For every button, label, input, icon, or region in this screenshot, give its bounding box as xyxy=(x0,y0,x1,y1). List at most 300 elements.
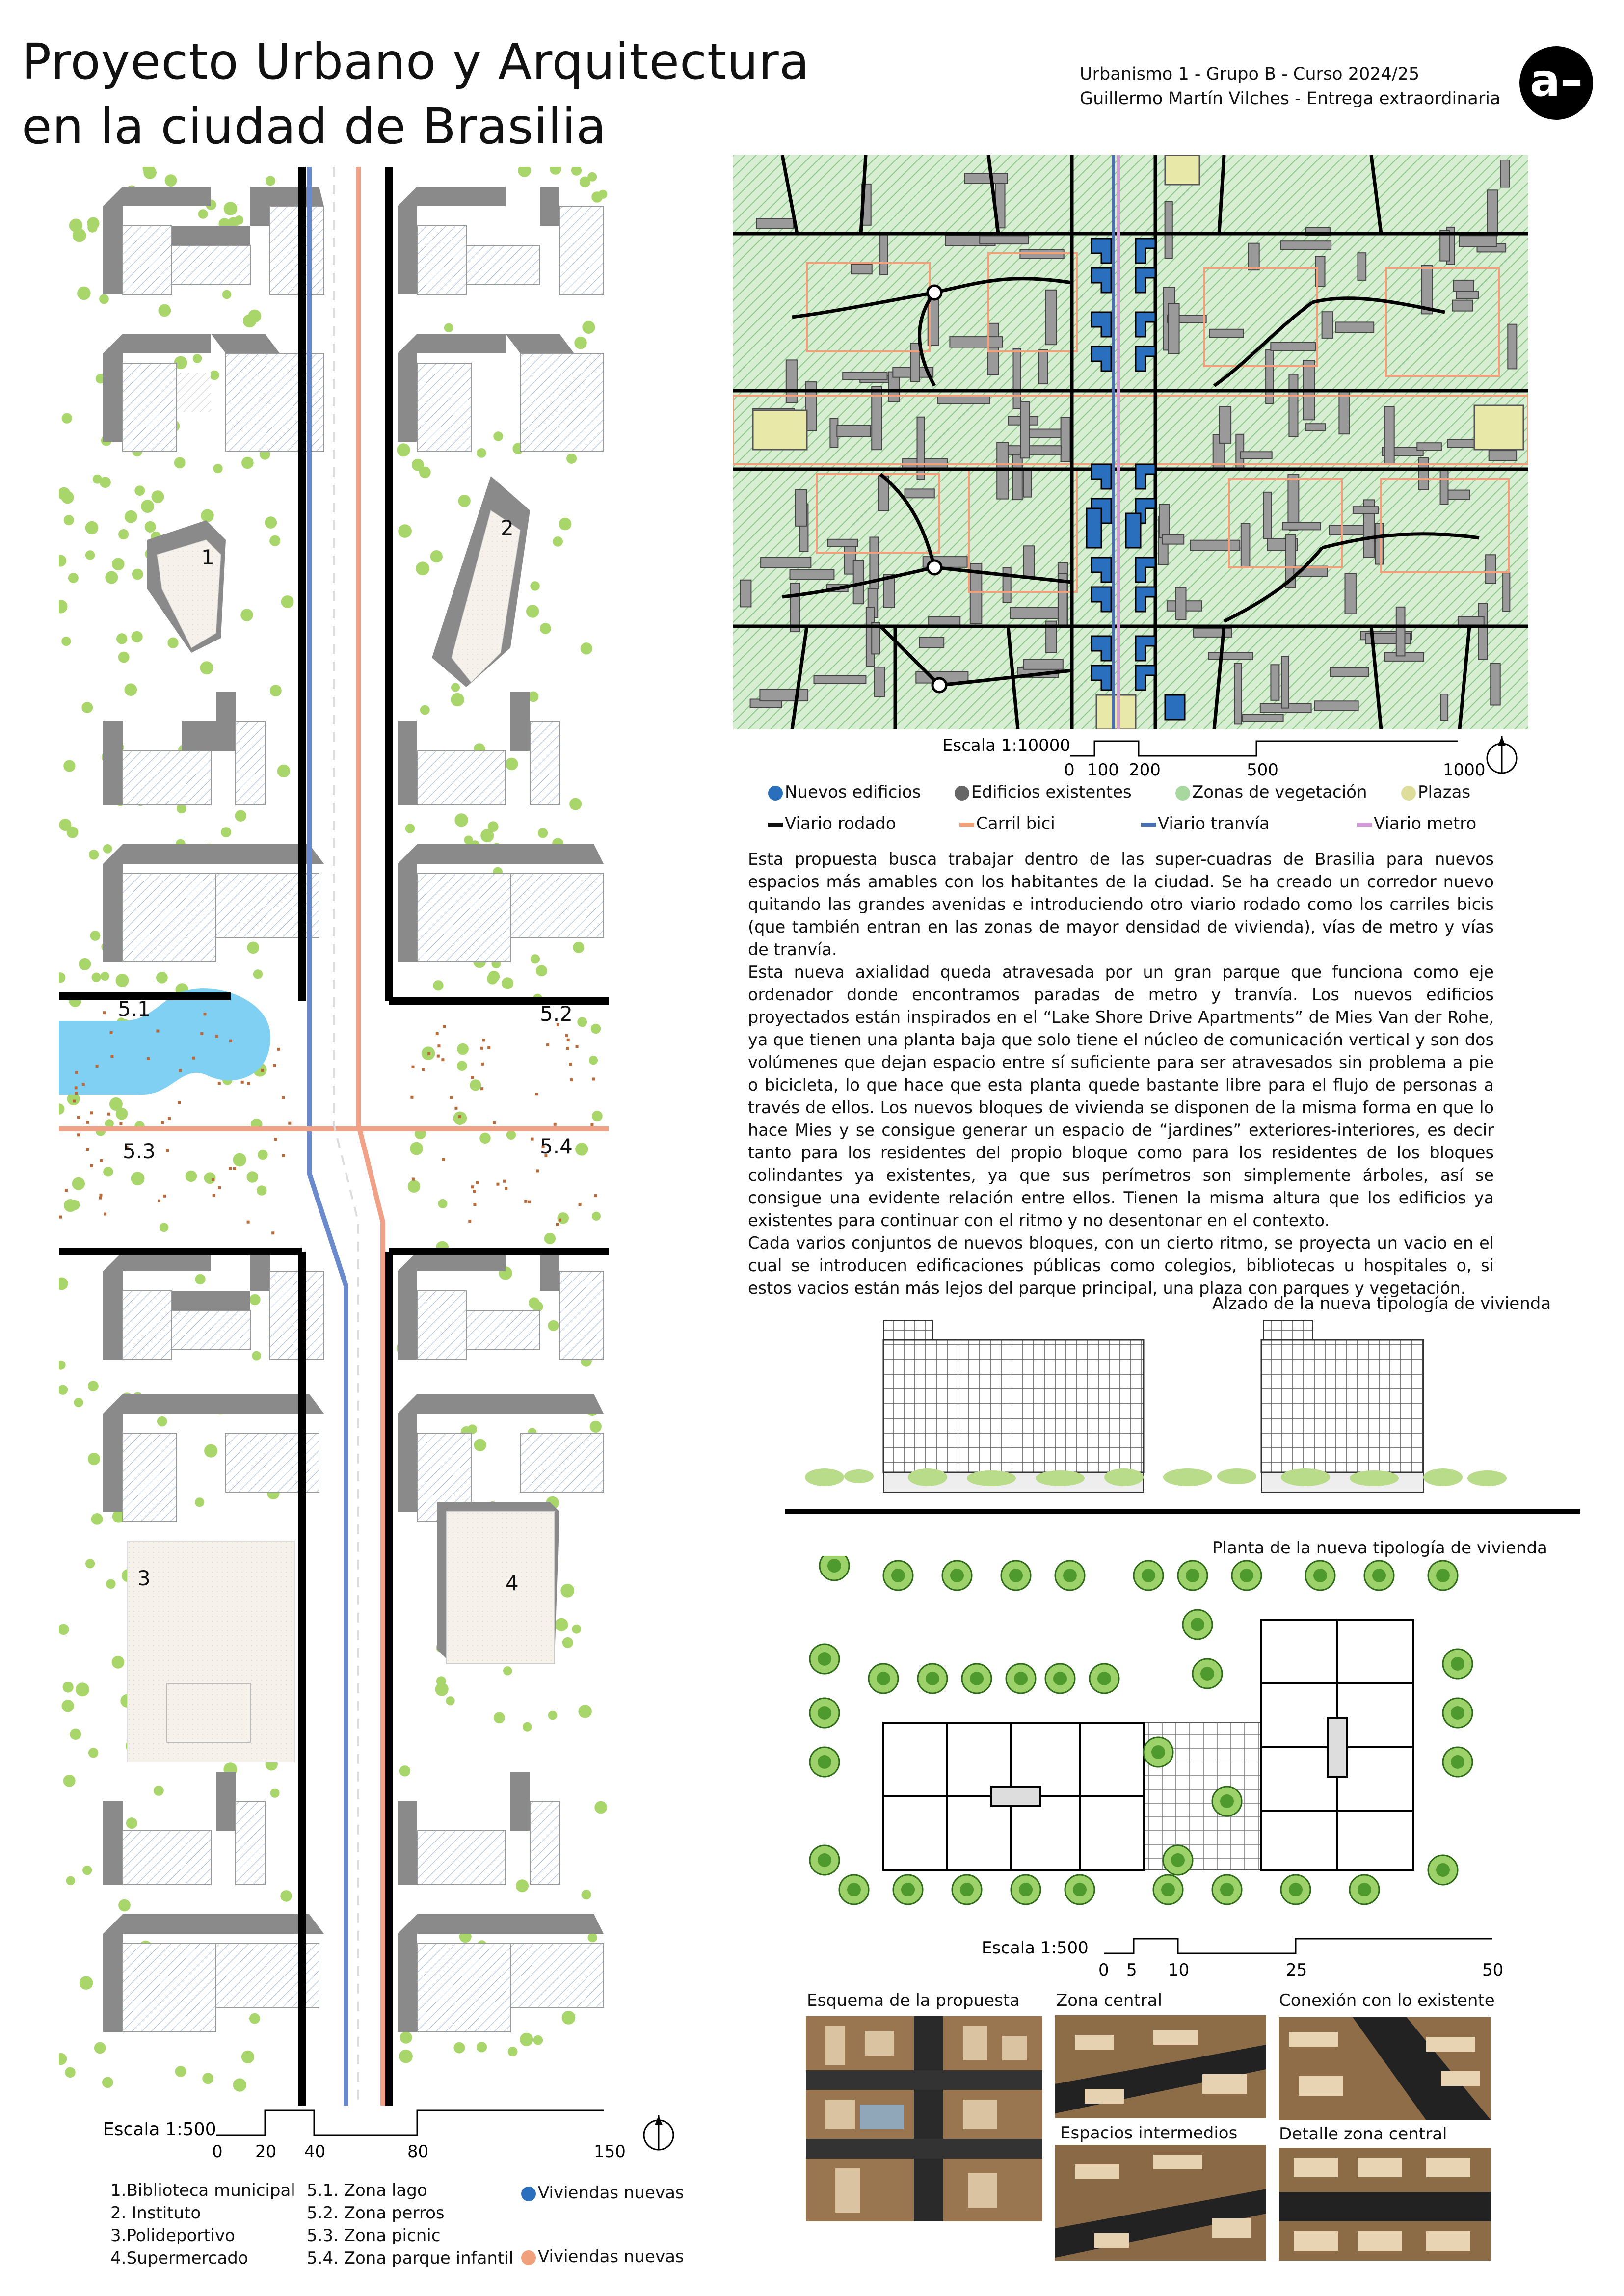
tree-icon xyxy=(99,294,109,304)
grey-dot-icon xyxy=(955,786,969,801)
tree-icon xyxy=(1090,1664,1119,1693)
tree-icon xyxy=(132,569,143,580)
title-line-1: Proyecto Urbano y Arquitectura xyxy=(22,33,810,90)
tree-icon xyxy=(281,595,294,608)
tree-icon xyxy=(559,518,572,531)
tree-icon xyxy=(533,2035,543,2045)
model-photo-image xyxy=(806,2016,1042,2221)
tree-icon xyxy=(399,2050,413,2063)
tree-icon xyxy=(430,550,443,562)
tree-icon xyxy=(820,1556,849,1580)
tree-icon xyxy=(103,1167,113,1176)
photo-caption-esquema: Esquema de la propuesta xyxy=(807,1991,1020,2010)
legend-label: Nuevos edificios xyxy=(785,782,921,802)
legend-plazas xyxy=(1401,776,1470,808)
tree-icon xyxy=(156,972,168,984)
tree-icon xyxy=(89,850,99,859)
description-paragraph-1: Esta propuesta busca trabajar dentro de las super-cuadras de Brasilia para nuevos espacios más amables con los habitantes de la ciudad. Se ha creado un corredor nuevo quitando las grandes avenidas e introduciendo otro viario rodado como los carriles bicis (que también entran en las zonas de mayor densidad de vivienda), vías de metro y vías de tranvía. xyxy=(748,850,1494,959)
tree-icon xyxy=(61,637,71,646)
photo-caption-detalle: Detalle zona central xyxy=(1279,2124,1447,2144)
tree-icon xyxy=(1443,1698,1472,1728)
tree-icon xyxy=(213,464,222,473)
tree-icon xyxy=(201,509,213,522)
tree-icon xyxy=(529,1297,540,1308)
tree-icon xyxy=(1443,1649,1472,1679)
tree-icon xyxy=(72,1177,85,1190)
tree-icon xyxy=(90,931,101,941)
tree-icon xyxy=(88,1453,100,1465)
tree-icon xyxy=(132,631,143,642)
tree-icon xyxy=(175,2066,186,2077)
map-tick-100: 100 xyxy=(1087,760,1119,780)
photo-caption-conexion: Conexión con lo existente xyxy=(1279,1991,1495,2010)
tree-icon xyxy=(479,1133,490,1144)
legend-label: Zonas de vegetación xyxy=(1192,782,1367,802)
legend-zone-4: 5.4. Zona parque infantil xyxy=(307,2248,514,2268)
tree-icon xyxy=(810,1747,839,1777)
tree-icon xyxy=(516,1879,529,1892)
tree-icon xyxy=(64,515,74,525)
tree-icon xyxy=(508,2047,518,2056)
tree-icon xyxy=(91,1513,103,1525)
fp-tick-5: 5 xyxy=(1126,1960,1137,1980)
tree-icon xyxy=(553,536,563,547)
elevation-drawing xyxy=(785,1315,1580,1517)
tree-icon xyxy=(241,457,254,469)
salmon-line-icon xyxy=(959,823,974,827)
tree-icon xyxy=(1350,1875,1379,1904)
tree-icon xyxy=(1011,1875,1040,1904)
map-north-arrow-icon xyxy=(1487,736,1517,773)
author-line: Guillermo Martín Vilches - Entrega extraordinaria xyxy=(1080,89,1501,108)
photo-conexion xyxy=(1279,2017,1491,2120)
green-dot-icon xyxy=(1175,786,1190,801)
tree-icon xyxy=(186,1171,197,1182)
plan-scale-label: Escala 1:500 xyxy=(103,2119,216,2139)
tree-icon xyxy=(544,1233,556,1244)
tree-icon xyxy=(105,571,118,584)
tree-icon xyxy=(252,1351,261,1361)
tree-icon xyxy=(577,1017,587,1027)
tree-icon xyxy=(63,1775,76,1787)
legend-label: Viario metro xyxy=(1374,814,1477,833)
map-tick-0: 0 xyxy=(1064,760,1075,780)
fp-tick-50: 50 xyxy=(1482,1960,1504,1980)
tree-icon xyxy=(1428,1855,1458,1885)
tree-icon xyxy=(580,177,590,187)
tower-elevation-left xyxy=(883,1320,1144,1492)
legend-viario-rodado xyxy=(768,808,959,839)
tree-icon xyxy=(112,558,125,571)
plan-label-2: 2 xyxy=(501,516,514,540)
tree-icon xyxy=(85,550,95,560)
tree-icon xyxy=(87,217,99,229)
tree-icon xyxy=(574,337,586,349)
tree-icon xyxy=(118,529,129,539)
tree-icon xyxy=(63,1682,74,1692)
photo-zona-central xyxy=(1055,2015,1266,2118)
tree-icon xyxy=(412,459,424,471)
plan-legend-uses xyxy=(110,2179,295,2269)
tree-icon xyxy=(221,827,231,837)
tree-icon xyxy=(210,371,219,380)
tree-icon xyxy=(193,354,202,363)
plan-label-4: 4 xyxy=(506,1571,519,1595)
legend-label: Carril bici xyxy=(976,814,1055,833)
tree-icon xyxy=(222,290,232,299)
tree-icon xyxy=(82,1866,92,1875)
tree-icon xyxy=(883,1561,913,1590)
map-legend-row-1 xyxy=(768,776,1494,808)
tree-icon xyxy=(397,443,410,456)
tree-icon xyxy=(446,1696,454,1705)
tree-icon xyxy=(88,1748,98,1758)
tree-icon xyxy=(131,1172,145,1185)
tree-icon xyxy=(594,1801,607,1814)
legend-carril-bici xyxy=(959,808,1141,839)
legend-use-1: 1.Biblioteca municipal xyxy=(110,2181,295,2200)
tree-icon xyxy=(503,1666,512,1675)
legend-zone-2: 5.2. Zona perros xyxy=(307,2203,445,2223)
floorplan-scale-label: Escala 1:500 xyxy=(982,1938,1089,1958)
tree-icon xyxy=(62,413,72,424)
plan-tick-150: 150 xyxy=(594,2142,626,2162)
tree-icon xyxy=(257,1185,267,1196)
tree-icon xyxy=(557,1212,569,1224)
tree-icon xyxy=(530,581,539,590)
tree-icon xyxy=(480,829,494,842)
tree-icon xyxy=(165,174,177,187)
legend-viario-tranvia xyxy=(1141,808,1357,839)
tree-icon xyxy=(952,1875,982,1904)
tree-icon xyxy=(118,1899,131,1912)
tree-icon xyxy=(1153,1875,1183,1904)
tree-icon xyxy=(942,1561,972,1590)
tree-icon xyxy=(918,1664,947,1693)
plan-tick-40: 40 xyxy=(304,2142,326,2162)
tower-elevation-right xyxy=(1261,1320,1423,1492)
tree-icon xyxy=(269,535,280,546)
title-line-2: en la ciudad de Brasilia xyxy=(22,98,607,155)
tree-icon xyxy=(548,1320,559,1331)
tree-icon xyxy=(1045,1664,1075,1693)
tree-icon xyxy=(962,1664,991,1693)
photo-caption-zona-central: Zona central xyxy=(1056,1991,1163,2010)
tree-icon xyxy=(154,1786,164,1796)
black-line-icon xyxy=(768,823,783,827)
tree-icon xyxy=(457,1061,467,1071)
tree-icon xyxy=(470,1079,481,1091)
tree-icon xyxy=(198,209,208,219)
tree-icon xyxy=(591,1024,601,1034)
tree-icon xyxy=(106,1579,116,1589)
tree-icon xyxy=(85,521,99,534)
tree-icon xyxy=(454,813,468,827)
tree-icon xyxy=(548,1711,558,1720)
photo-detalle xyxy=(1279,2148,1491,2261)
tree-icon xyxy=(494,1712,505,1723)
legend-label: Edificios existentes xyxy=(971,782,1132,802)
tree-icon xyxy=(73,229,86,242)
tree-icon xyxy=(1212,1875,1242,1904)
tree-icon xyxy=(152,490,164,503)
plan-label-1: 1 xyxy=(201,545,214,569)
tree-icon xyxy=(810,1698,839,1728)
tree-icon xyxy=(253,969,263,979)
plan-label-3: 3 xyxy=(137,1566,151,1590)
tree-icon xyxy=(451,693,464,706)
tree-icon xyxy=(80,1976,93,1990)
tree-icon xyxy=(125,683,137,696)
tree-icon xyxy=(433,980,443,990)
tree-icon xyxy=(536,965,547,976)
tree-icon xyxy=(560,1584,574,1598)
tree-icon xyxy=(270,685,282,696)
tree-icon xyxy=(591,191,603,203)
tree-icon xyxy=(157,1416,167,1427)
apartment-block-vertical xyxy=(1261,1620,1413,1870)
map-scale-bar xyxy=(932,731,1526,780)
tree-icon xyxy=(839,1875,869,1904)
tree-icon xyxy=(566,454,577,464)
tree-icon xyxy=(265,516,277,529)
tree-icon xyxy=(487,973,498,985)
tree-icon xyxy=(436,1676,446,1686)
fp-tick-25: 25 xyxy=(1286,1960,1307,1980)
tree-icon xyxy=(590,1421,602,1433)
tree-icon xyxy=(458,495,471,507)
tree-icon xyxy=(451,683,460,692)
plan-tick-0: 0 xyxy=(212,2142,223,2162)
tree-icon xyxy=(266,176,275,186)
elevation-title: Alzado de la nueva tipología de vivienda xyxy=(1212,1294,1551,1313)
tree-icon xyxy=(526,605,539,617)
tree-icon xyxy=(167,638,178,648)
tree-icon xyxy=(1163,1845,1193,1875)
tree-icon xyxy=(70,1729,81,1740)
tree-icon xyxy=(457,1043,469,1055)
tree-icon xyxy=(1212,1787,1242,1816)
legend-use-2: 2. Instituto xyxy=(110,2203,201,2223)
map-legend-row-2 xyxy=(768,808,1494,839)
tree-icon xyxy=(204,1444,217,1458)
tree-icon xyxy=(88,1381,99,1391)
tree-icon xyxy=(1178,1561,1207,1590)
tree-icon xyxy=(582,1890,591,1899)
tree-icon xyxy=(810,1644,839,1674)
photo-espacios xyxy=(1055,2145,1266,2261)
tree-icon xyxy=(116,633,127,644)
tree-icon xyxy=(195,1274,205,1284)
tree-icon xyxy=(502,977,513,989)
tree-icon xyxy=(1193,1659,1222,1688)
tree-icon xyxy=(258,1150,268,1160)
tree-icon xyxy=(589,1056,598,1065)
tree-icon xyxy=(420,705,430,715)
tree-icon xyxy=(76,1682,89,1696)
legend-zonas-vegetacion xyxy=(1175,776,1401,808)
yellow-dot-icon xyxy=(1401,786,1416,801)
tree-icon xyxy=(573,942,584,953)
purple-line-icon xyxy=(1357,823,1372,827)
tree-icon xyxy=(102,2077,113,2088)
floorplan-drawing xyxy=(805,1556,1492,1934)
legend-new-housing-salmon xyxy=(521,2247,684,2267)
legend-edificios-existentes xyxy=(955,776,1175,808)
tree-icon xyxy=(506,758,518,771)
legend-nuevos-edificios xyxy=(768,776,955,808)
photo-esquema xyxy=(806,2016,1042,2221)
tree-icon xyxy=(65,2067,75,2078)
tree-icon xyxy=(248,310,262,323)
legend-zone-1: 5.1. Zona lago xyxy=(307,2181,427,2200)
tree-icon xyxy=(444,323,453,333)
floorplan-title: Planta de la nueva tipología de vivienda xyxy=(1212,1538,1547,1558)
tree-icon xyxy=(562,1637,573,1648)
tree-icon xyxy=(464,836,473,845)
tree-icon xyxy=(116,1108,128,1120)
zone-label-5-1: 5.1 xyxy=(118,997,151,1021)
tree-icon xyxy=(79,958,91,970)
tree-icon xyxy=(1065,1875,1094,1904)
tree-icon xyxy=(523,1722,532,1732)
tree-icon xyxy=(454,2042,465,2054)
tree-icon xyxy=(506,1130,516,1140)
tree-icon xyxy=(277,765,290,777)
course-info xyxy=(1080,62,1500,111)
legend-use-3: 3.Polideportivo xyxy=(110,2226,235,2245)
tree-icon xyxy=(438,1199,448,1208)
tree-icon xyxy=(93,475,102,484)
tree-icon xyxy=(66,1876,75,1885)
tree-icon xyxy=(400,2031,412,2044)
tree-icon xyxy=(555,1618,568,1631)
tree-icon xyxy=(249,2013,260,2024)
tree-icon xyxy=(1281,1875,1310,1904)
legend-label: Viario rodado xyxy=(785,814,896,833)
zone-label-5-2: 5.2 xyxy=(540,1002,573,1026)
legend-viario-metro xyxy=(1357,808,1476,839)
tree-icon xyxy=(474,1439,486,1451)
tree-icon xyxy=(569,798,582,810)
site-plan xyxy=(59,167,609,2106)
tree-icon xyxy=(235,810,247,822)
tree-icon xyxy=(1001,1561,1031,1590)
tree-icon xyxy=(160,1223,169,1232)
tree-icon xyxy=(1232,1561,1261,1590)
legend-new-housing-label-2: Viviendas nuevas xyxy=(538,2247,684,2267)
tree-icon xyxy=(145,521,156,533)
tree-icon xyxy=(410,1142,423,1155)
photo-caption-espacios: Espacios intermedios xyxy=(1060,2123,1238,2143)
tree-icon xyxy=(70,1200,80,1210)
tree-icon xyxy=(116,974,129,987)
tree-icon xyxy=(572,1625,581,1634)
tree-icon xyxy=(869,1664,898,1693)
tree-icon xyxy=(520,2033,533,2046)
tree-icon xyxy=(582,321,595,334)
apartment-block-horizontal xyxy=(883,1723,1144,1870)
tree-icon xyxy=(62,1700,74,1712)
tree-icon xyxy=(477,2042,487,2052)
course-line: Urbanismo 1 - Grupo B - Curso 2024/25 xyxy=(1080,64,1420,84)
tree-icon xyxy=(1428,1561,1458,1590)
tree-icon xyxy=(118,652,130,663)
zone-label-5-3: 5.3 xyxy=(123,1139,156,1163)
tree-icon xyxy=(247,942,260,954)
tree-icon xyxy=(1055,1561,1085,1590)
tree-icon xyxy=(202,2073,213,2084)
tree-icon xyxy=(81,702,93,713)
tree-icon xyxy=(233,1153,246,1167)
page-title xyxy=(22,29,810,159)
tree-icon xyxy=(125,510,137,523)
tree-icon xyxy=(241,2051,254,2063)
tree-icon xyxy=(1183,1610,1212,1639)
map-tick-1000: 1000 xyxy=(1443,760,1486,780)
tree-icon xyxy=(233,2078,246,2091)
tree-icon xyxy=(810,1845,839,1875)
tree-icon xyxy=(540,623,551,634)
tree-icon xyxy=(1006,1664,1036,1693)
salmon-dot-icon xyxy=(521,2250,536,2265)
description-paragraph-3: Cada varios conjuntos de nuevos bloques, con un cierto ritmo, se proyecta un vacio en el cual se introducen edificaciones públicas como colegios, bibliotecas u hospitales o, si estos vacios están más lejos del parque principal, una plaza con parques y vegetación. xyxy=(748,1233,1494,1298)
tree-icon xyxy=(408,1180,421,1193)
tree-icon xyxy=(1305,1561,1335,1590)
tree-icon xyxy=(59,819,71,831)
blue-line-icon xyxy=(1141,823,1156,827)
tree-icon xyxy=(103,844,112,854)
tree-icon xyxy=(74,1398,83,1407)
tree-icon xyxy=(85,1559,95,1568)
tree-icon xyxy=(562,2011,576,2025)
tree-icon xyxy=(1443,1747,1472,1777)
tree-icon xyxy=(280,1890,292,1902)
floorplan-scale-bar xyxy=(982,1929,1512,1983)
tree-icon xyxy=(63,760,75,772)
project-description xyxy=(748,848,1494,1300)
tree-icon xyxy=(126,1817,137,1829)
tree-icon xyxy=(200,661,213,674)
tree-icon xyxy=(112,1656,125,1669)
tree-icon xyxy=(270,1789,280,1798)
blue-dot-icon xyxy=(768,786,783,801)
tree-icon xyxy=(134,485,145,496)
tree-icon xyxy=(92,973,101,982)
tree-icon xyxy=(94,2042,106,2054)
north-arrow-icon xyxy=(644,2115,673,2150)
legend-new-housing-blue xyxy=(521,2183,684,2203)
tree-icon xyxy=(579,1705,592,1718)
tree-icon xyxy=(174,457,186,468)
tree-icon xyxy=(195,1497,204,1507)
description-paragraph-2: Esta nueva axialidad queda atravesada por un gran parque que funciona como eje ordenador donde encontramos paradas de metro y tranvía. Los nuevos edificios proyectados están inspirados en el “Lake Shore Drive Apartments” de Mies Van der Rohe, ya que tienen una planta baja que solo tiene el núcleo de comunicación vertical y son dos volúmenes que dejan espacio entre sí suficiente para ser atravesados sin problema a pie o bicicleta, lo que hace que esta planta quede bastante libre para el flujo de personas a través de ellos. Los nuevos bloques de vivienda se disponen de la misma forma en que lo hace Mies y se consigue generar un espacio de “jardines” exteriores-interiores, es decir tanto para los residentes del propio bloque como para los residentes de los bloques colindantes ya existentes, ya que sus perímetros son simplemente árboles, así se consigue una evidente relación entre ellos. Tienen la misma altura que los edificios ya existentes para continuar con el ritmo y no desentonar en el contexto. xyxy=(748,962,1494,1230)
tree-icon xyxy=(159,304,171,317)
tree-icon xyxy=(531,954,540,963)
tree-icon xyxy=(240,609,253,621)
urban-map xyxy=(733,155,1528,729)
tree-icon xyxy=(141,500,154,513)
fp-tick-10: 10 xyxy=(1168,1960,1190,1980)
tree-icon xyxy=(588,1933,597,1942)
tree-icon xyxy=(538,828,548,838)
tree-icon xyxy=(1134,1561,1163,1590)
legend-label: Viario tranvía xyxy=(1158,814,1270,833)
tree-icon xyxy=(581,642,592,654)
tree-icon xyxy=(204,1172,216,1184)
tree-icon xyxy=(416,561,429,575)
plan-scale-bar xyxy=(103,2101,682,2164)
